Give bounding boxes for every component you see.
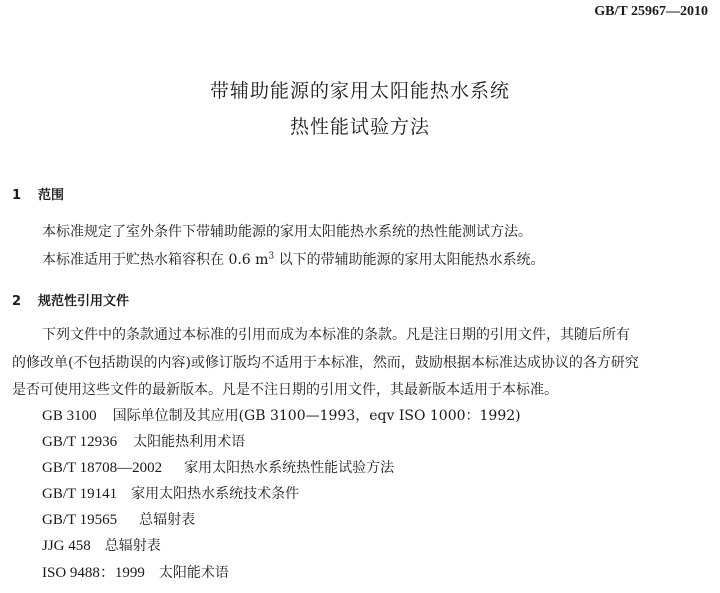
reference-item bbox=[42, 405, 521, 425]
reference-title: 总辐射表 bbox=[104, 538, 161, 554]
reference-item bbox=[42, 535, 161, 555]
superscript-exponent: 3 bbox=[268, 251, 275, 262]
section-number: 1 bbox=[12, 188, 22, 203]
reference-item bbox=[42, 457, 394, 477]
reference-item bbox=[42, 561, 229, 582]
reference-code: GB 3100 bbox=[42, 408, 97, 424]
reference-code: ISO 9488：1999 bbox=[42, 565, 145, 581]
reference-item bbox=[42, 509, 195, 529]
reference-title: 总辐射表 bbox=[139, 512, 196, 528]
reference-title: 太阳能术语 bbox=[158, 565, 229, 581]
scope-text-end: 以下的带辅助能源的家用太阳能热水系统。 bbox=[274, 252, 545, 268]
section-1-heading bbox=[12, 184, 64, 203]
reference-title: 家用太阳热水系统技术条件 bbox=[131, 486, 300, 502]
normative-intro-line-1: 下列文件中的条款通过本标准的引用而成为本标准的条款。凡是注日期的引用文件，其随后所有 bbox=[42, 327, 630, 343]
reference-item bbox=[42, 431, 245, 451]
reference-code: GB/T 12936 bbox=[42, 434, 118, 450]
reference-code: GB/T 19565 bbox=[42, 512, 118, 528]
reference-title: 国际单位制及其应用(GB 3100—1993，eqv ISO 1000：1992) bbox=[112, 408, 521, 424]
section-title: 范围 bbox=[38, 188, 65, 203]
standard-code: GB/T 25967—2010 bbox=[594, 4, 708, 19]
document-title-line2: 热性能试验方法 bbox=[289, 116, 430, 138]
section-number: 2 bbox=[12, 294, 22, 309]
reference-title: 家用太阳热水系统热性能试验方法 bbox=[184, 460, 395, 476]
scope-paragraph-2 bbox=[42, 249, 545, 269]
document-title-line1: 带辅助能源的家用太阳能热水系统 bbox=[209, 80, 510, 102]
reference-item bbox=[42, 483, 299, 503]
reference-code: GB/T 19141 bbox=[42, 486, 118, 502]
reference-code: GB/T 18708—2002 bbox=[42, 460, 163, 476]
scope-paragraph-1: 本标准规定了室外条件下带辅助能源的家用太阳能热水系统的热性能测试方法。 bbox=[42, 224, 532, 240]
reference-title: 太阳能热利用术语 bbox=[133, 434, 246, 450]
section-title: 规范性引用文件 bbox=[38, 294, 130, 309]
section-2-heading bbox=[12, 290, 129, 309]
reference-code: JJG 458 bbox=[42, 538, 91, 554]
normative-intro-line-2: 的修改单(不包括勘误的内容)或修订版均不适用于本标准，然而，鼓励根据本标准达成协议的各方研究 bbox=[12, 355, 639, 371]
normative-intro-line-3: 是否可使用这些文件的最新版本。凡是不注日期的引用文件，其最新版本适用于本标准。 bbox=[12, 382, 558, 398]
scope-text: 本标准适用于贮热水箱容积在 0.6 m bbox=[42, 252, 269, 268]
